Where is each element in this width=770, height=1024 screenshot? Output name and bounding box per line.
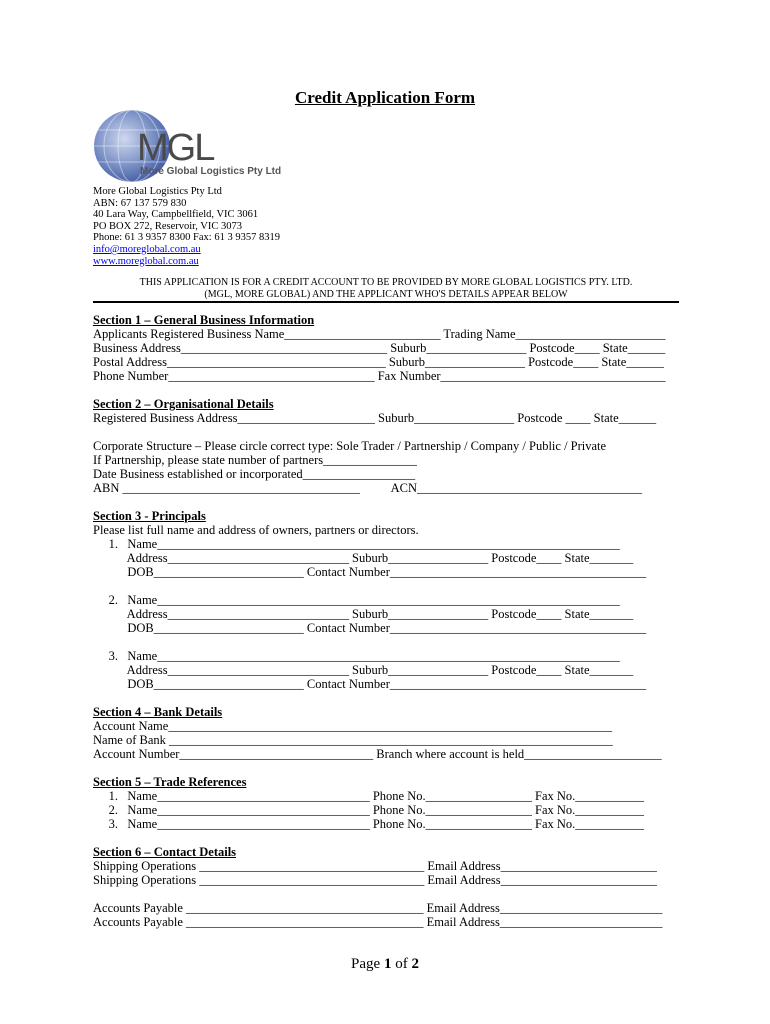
page-total: 2	[411, 956, 419, 972]
logo-tagline: More Global Logistics Pty Ltd	[140, 166, 282, 177]
form-title: Credit Application Form	[294, 88, 476, 107]
abn-acn-line[interactable]: ABN ______________________________________ ACN____________________________________	[93, 481, 642, 495]
principal-2-name-line[interactable]: 2. Name__________________________________________________________________________	[93, 593, 620, 607]
principal-1-address-line[interactable]: Address_____________________________ Suburb________________ Postcode____ State_______	[93, 551, 634, 565]
principal-3-address-line[interactable]: Address_____________________________ Suburb________________ Postcode____ State_______	[93, 663, 634, 677]
registered-address-line[interactable]: Registered Business Address______________________ Suburb________________ Postcode ____ State______	[93, 411, 657, 425]
principal-2-dob-line[interactable]: DOB________________________ Contact Number_________________________________________	[93, 621, 647, 635]
company-abn: ABN: 67 137 579 830	[93, 197, 187, 209]
section-4-heading: Section 4 – Bank Details	[93, 705, 223, 719]
shipping-contact-1-line[interactable]: Shipping Operations ____________________________________ Email Address_________________________	[93, 859, 657, 873]
principal-3-dob-line[interactable]: DOB________________________ Contact Number_________________________________________	[93, 677, 647, 691]
website-link[interactable]: www.moreglobal.com.au	[93, 255, 199, 267]
trade-reference-2-line[interactable]: 2. Name__________________________________ Phone No._________________ Fax No.___________	[93, 803, 645, 817]
business-address-line[interactable]: Business Address_________________________________ Suburb________________ Postcode____ State______	[93, 341, 666, 355]
partners-line[interactable]: If Partnership, please state number of partners_______________	[93, 453, 417, 467]
of-word: of	[395, 956, 408, 972]
principals-intro: Please list full name and address of owners, partners or directors.	[93, 523, 419, 537]
bank-name-line[interactable]: Name of Bank _______________________________________________________________________	[93, 733, 613, 747]
principal-2-address-line[interactable]: Address_____________________________ Suburb________________ Postcode____ State_______	[93, 607, 634, 621]
company-pobox: PO BOX 272, Reservoir, VIC 3073	[93, 220, 243, 232]
principal-3-name-line[interactable]: 3. Name__________________________________________________________________________	[93, 649, 620, 663]
page-footer	[0, 956, 770, 973]
trade-reference-3-line[interactable]: 3. Name__________________________________ Phone No._________________ Fax No.___________	[93, 817, 645, 831]
company-phone: Phone: 61 3 9357 8300 Fax: 61 3 9357 8319	[93, 232, 280, 244]
principal-1-dob-line[interactable]: DOB________________________ Contact Number_________________________________________	[93, 565, 647, 579]
business-name-line[interactable]: Applicants Registered Business Name_________________________ Trading Name________________________	[93, 327, 666, 341]
shipping-contact-2-line[interactable]: Shipping Operations ____________________________________ Email Address_________________________	[93, 873, 657, 887]
accounts-payable-2-line[interactable]: Accounts Payable ______________________________________ Email Address__________________________	[93, 915, 663, 929]
trade-reference-1-line[interactable]: 1. Name__________________________________ Phone No._________________ Fax No.___________	[93, 789, 645, 803]
divider	[93, 301, 679, 303]
form-body	[93, 313, 683, 929]
section-1-heading: Section 1 – General Business Information	[93, 313, 315, 327]
section-6-heading: Section 6 – Contact Details	[93, 845, 237, 859]
company-details	[93, 186, 280, 267]
postal-address-line[interactable]: Postal Address___________________________________ Suburb________________ Postcode____ State______	[93, 355, 664, 369]
section-2-heading: Section 2 – Organisational Details	[93, 397, 274, 411]
notice-line-2: (MGL, MORE GLOBAL) AND THE APPLICANT WHO'S DETAILS APPEAR BELOW	[204, 289, 568, 300]
phone-fax-line[interactable]: Phone Number_________________________________ Fax Number____________________________________	[93, 369, 666, 383]
principal-1-name-line[interactable]: 1. Name__________________________________________________________________________	[93, 537, 620, 551]
date-established-line[interactable]: Date Business established or incorporated__________________	[93, 467, 416, 481]
account-number-line[interactable]: Account Number_______________________________ Branch where account is held______________________	[93, 747, 662, 761]
mgl-logo	[92, 108, 322, 188]
notice-line-1: THIS APPLICATION IS FOR A CREDIT ACCOUNT TO BE PROVIDED BY MORE GLOBAL LOGISTICS PTY. LTD.	[139, 277, 633, 288]
logo-mark: MGL	[137, 127, 214, 169]
page-number: 1	[383, 956, 392, 972]
company-street: 40 Lara Way, Campbellfield, VIC 3061	[93, 209, 259, 221]
page-word: Page	[351, 956, 381, 972]
section-3-heading: Section 3 - Principals	[93, 509, 206, 523]
email-link[interactable]: info@moreglobal.com.au	[93, 243, 201, 255]
account-name-line[interactable]: Account Name_______________________________________________________________________	[93, 719, 613, 733]
company-name: More Global Logistics Pty Ltd	[93, 186, 222, 197]
accounts-payable-1-line[interactable]: Accounts Payable ______________________________________ Email Address__________________________	[93, 901, 663, 915]
section-5-heading: Section 5 – Trade References	[93, 775, 247, 789]
corporate-structure-line[interactable]: Corporate Structure – Please circle correct type: Sole Trader / Partnership / Company / Public / Private	[93, 439, 607, 453]
notice	[93, 277, 679, 301]
